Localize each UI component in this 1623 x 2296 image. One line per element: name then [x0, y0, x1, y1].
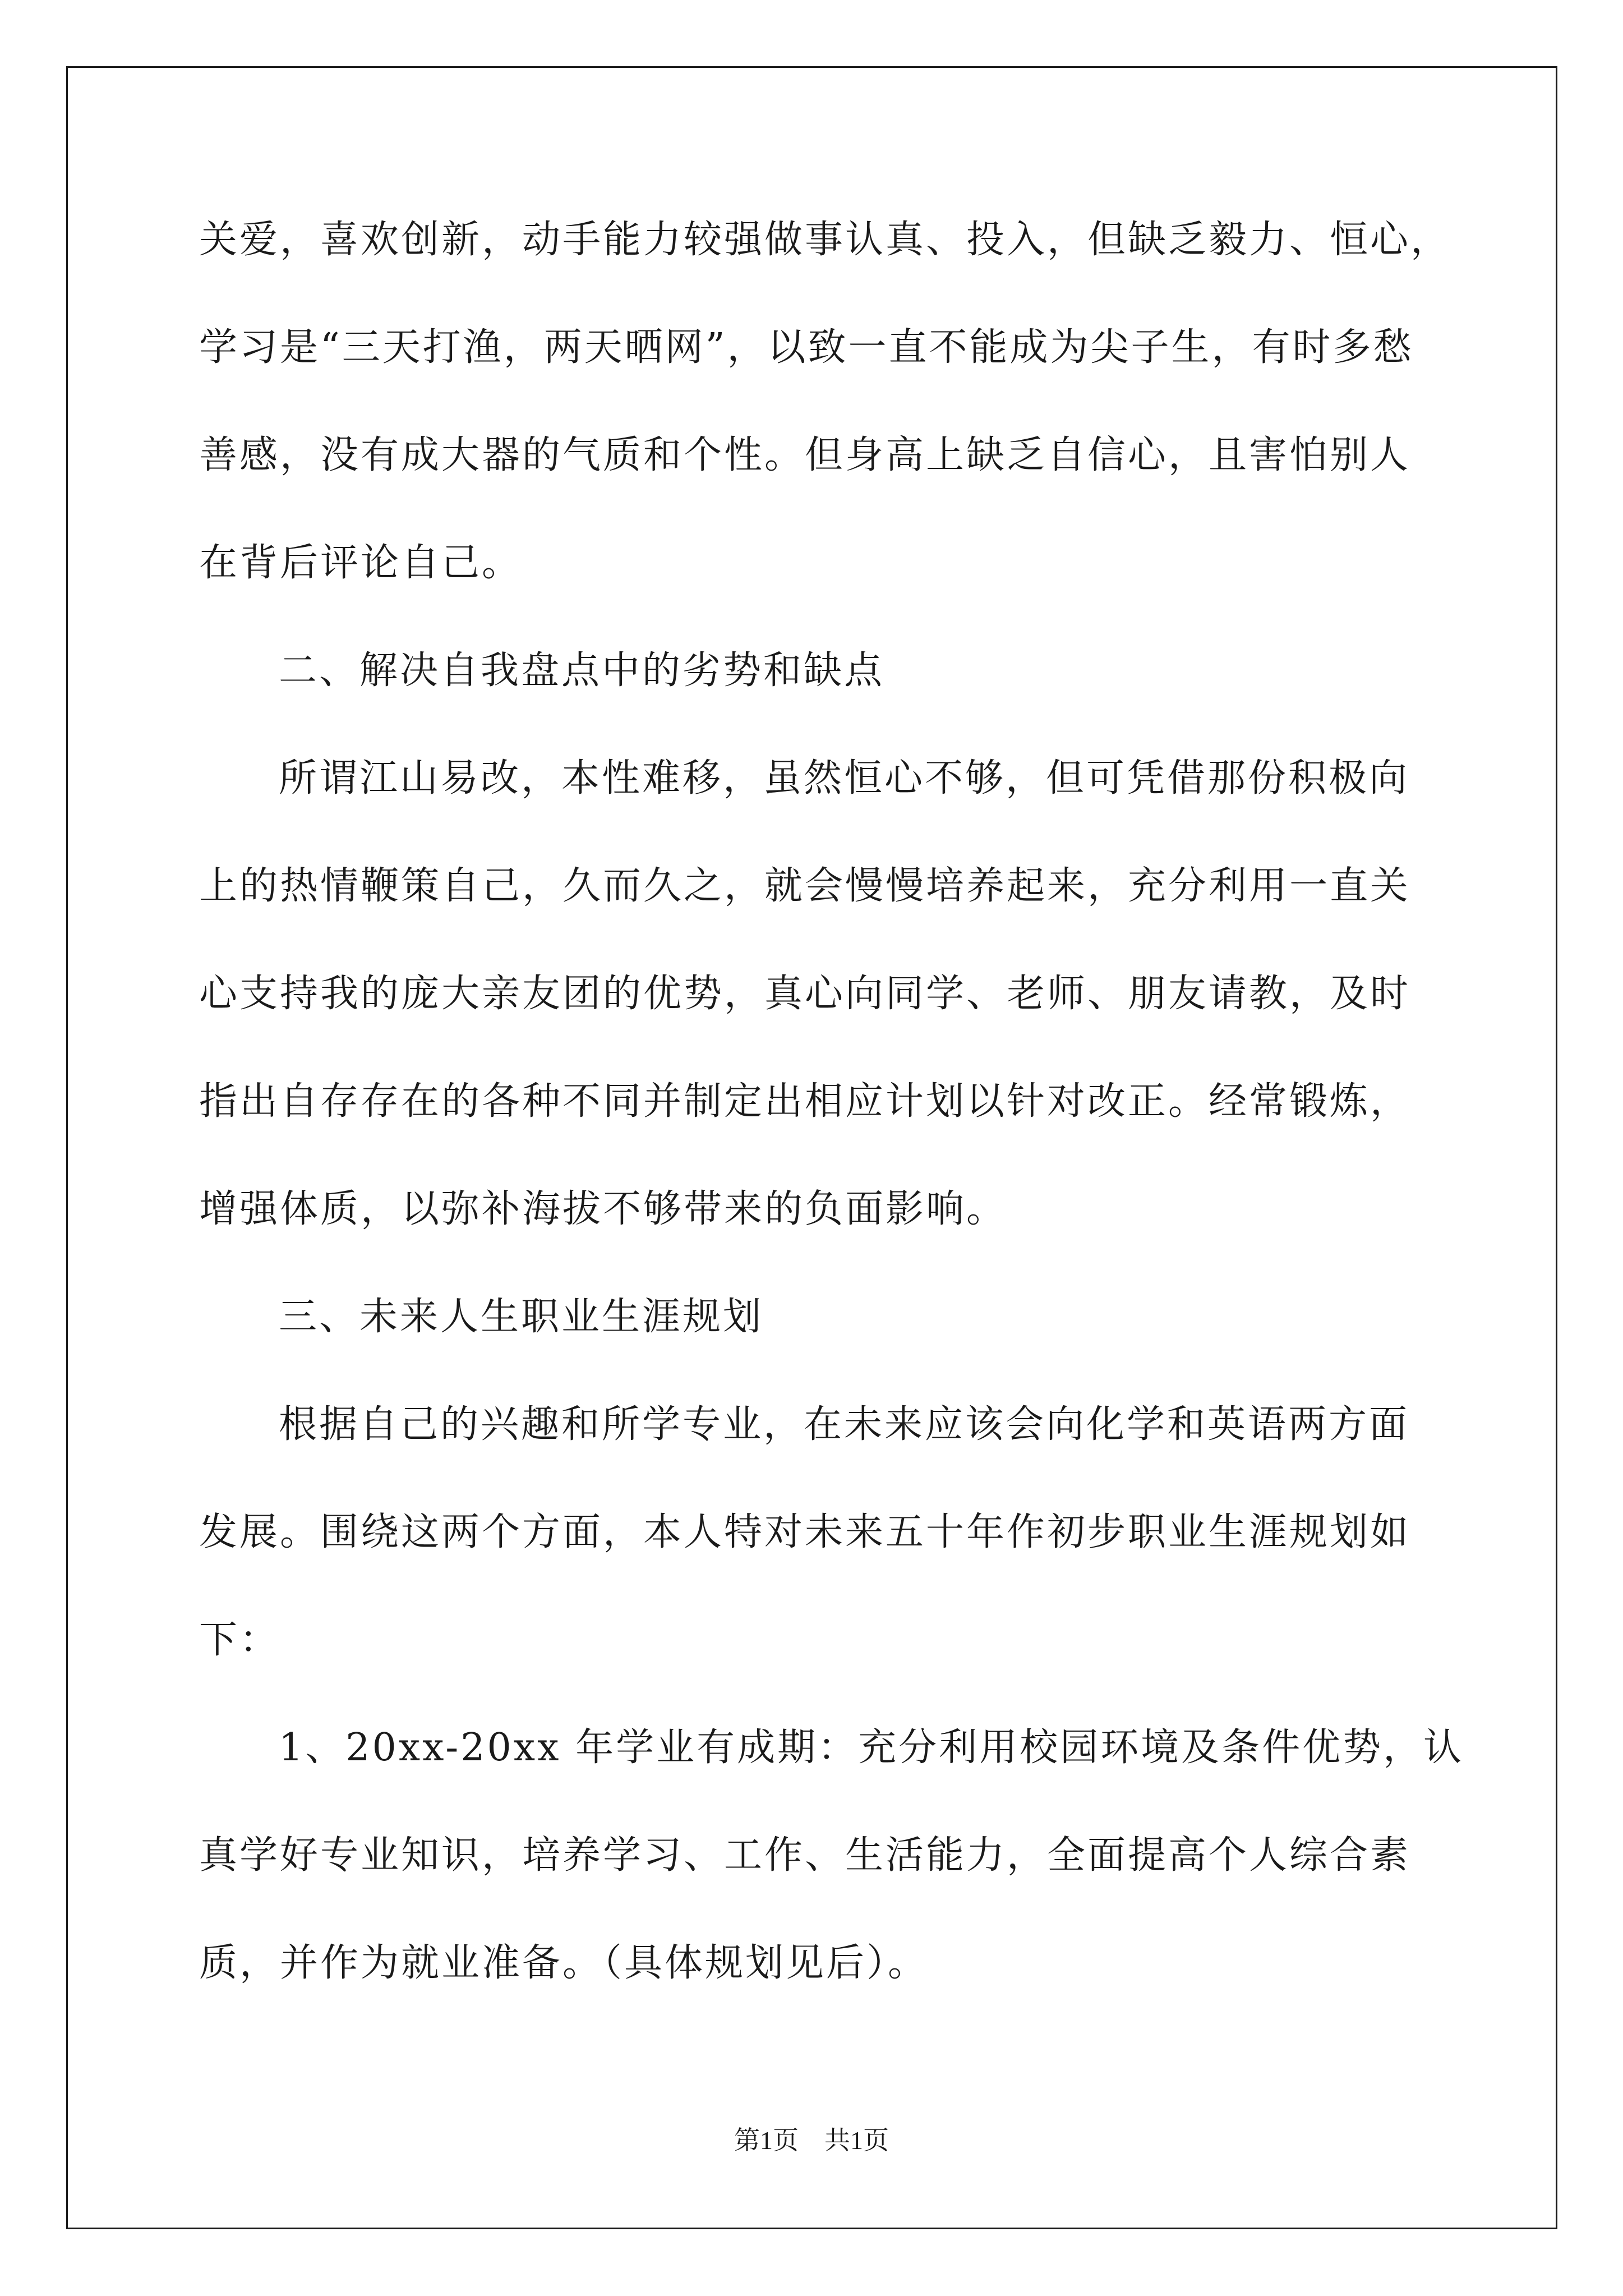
body-line: 真学好专业知识，培养学习、工作、生活能力，全面提高个人综合素 [199, 1833, 1411, 1878]
body-line: 在背后评论自己。 [199, 541, 523, 585]
body-line: 指出自存存在的各种不同并制定出相应计划以针对改正。经常锻炼， [199, 1079, 1411, 1124]
body-line: 关爱，喜欢创新，动手能力较强做事认真、投入，但缺乏毅力、恒心， [199, 218, 1451, 262]
body-line: 1、20xx-20xx 年学业有成期：充分利用校园环境及条件优势，认 [279, 1726, 1464, 1770]
body-line: 上的热情鞭策自己，久而久之，就会慢慢培养起来，充分利用一直关 [199, 864, 1411, 908]
body-line: 学习是“三天打渔，两天晒网”，以致一直不能成为尖子生，有时多愁 [199, 325, 1414, 370]
body-line: 发展。围绕这两个方面，本人特对未来五十年作初步职业生涯规划如 [199, 1510, 1411, 1554]
section-heading: 三、未来人生职业生涯规划 [279, 1295, 764, 1339]
section-heading: 二、解决自我盘点中的劣势和缺点 [279, 648, 885, 693]
body-line: 增强体质，以弥补海拔不够带来的负面影响。 [199, 1187, 1007, 1231]
body-line: 心支持我的庞大亲友团的优势，真心向同学、老师、朋友请教，及时 [199, 972, 1411, 1016]
body-line: 质，并作为就业准备。（具体规划见后）。 [199, 1941, 929, 1985]
page-border [66, 66, 1557, 2229]
body-line: 根据自己的兴趣和所学专业，在未来应该会向化学和英语两方面 [279, 1402, 1410, 1447]
page-number-footer: 第1页 共1页 [734, 2126, 889, 2155]
body-line: 所谓江山易改，本性难移，虽然恒心不够，但可凭借那份积极向 [279, 756, 1410, 800]
body-line: 下： [199, 1618, 280, 1662]
body-line: 善感，没有成大器的气质和个性。但身高上缺乏自信心，且害怕别人 [199, 433, 1411, 477]
